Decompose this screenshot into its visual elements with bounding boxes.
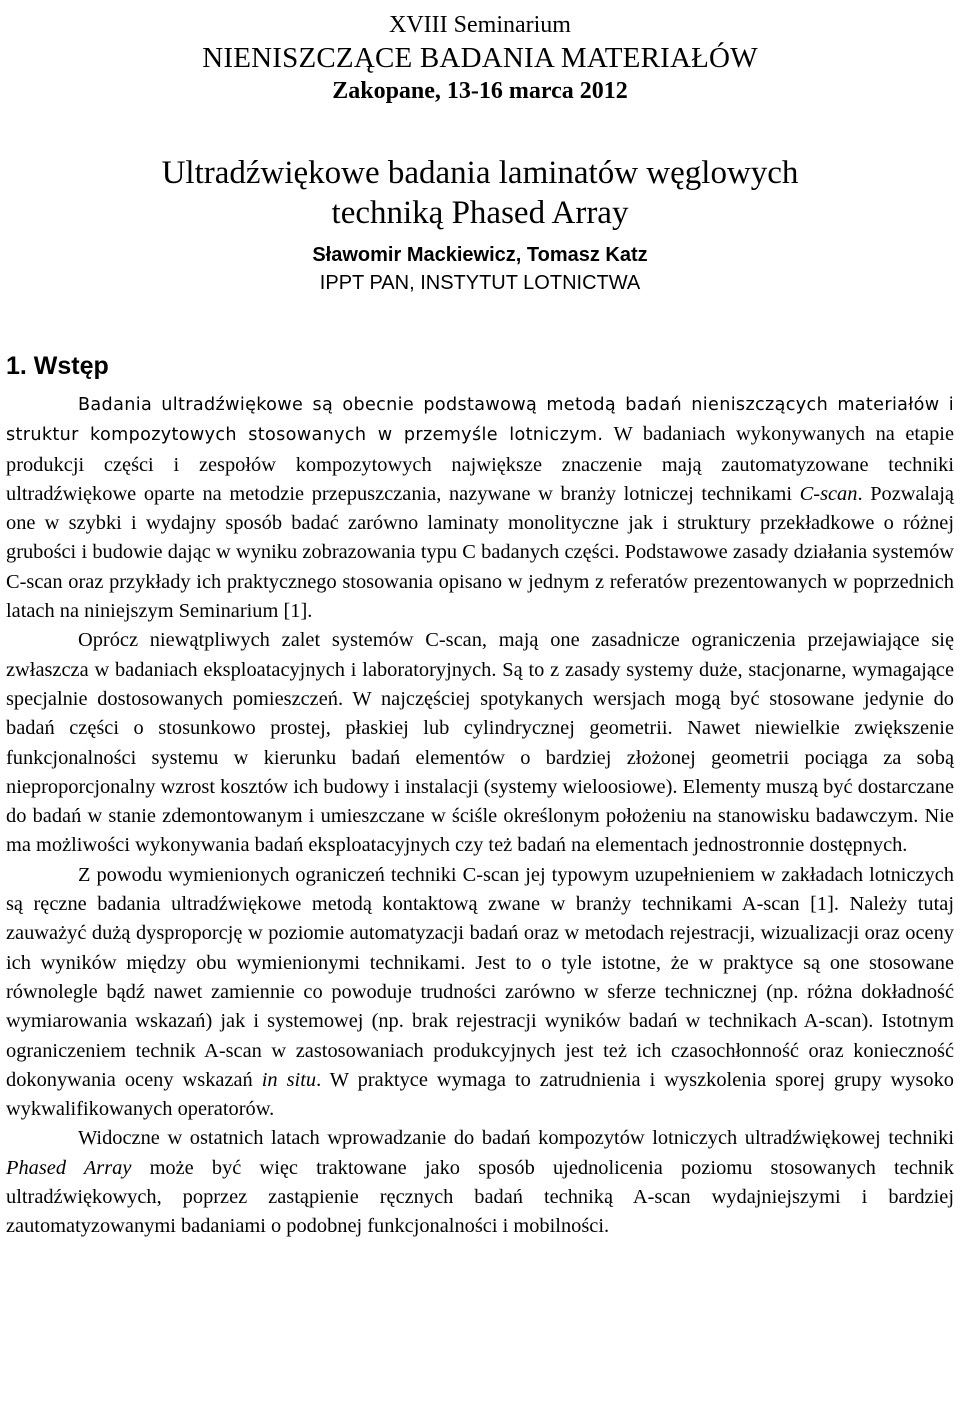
paragraph-3 xyxy=(6,861,954,1125)
conference-seminar: XVIII Seminarium xyxy=(389,12,571,38)
conference-place-date: Zakopane, 13-16 marca 2012 xyxy=(332,78,628,104)
paper-title-line-2: techniką Phased Array xyxy=(331,195,629,231)
paper-authors: Sławomir Mackiewicz, Tomasz Katz xyxy=(312,244,648,266)
paragraph-4-part-a: Widoczne w ostatnich latach wprowadzanie do badań kompozytów lotniczych ultradźwiękowej techniki xyxy=(78,1127,954,1150)
paper-title xyxy=(0,153,960,233)
paragraph-4 xyxy=(6,1124,954,1241)
paragraph-4-part-b: może być więc traktowane jako sposób ujednolicenia poziomu stosowanych technik ultradźwiękowych, poprzez zastąpienie ręcznych badań techniką A-scan wydajniejszymi i bardziej zautomatyzowanymi badaniami o podobnej funkcjonalności i mobilności. xyxy=(6,1156,955,1238)
paper-affiliation: IPPT PAN, INSTYTUT LOTNICTWA xyxy=(319,272,641,294)
paragraph-1-part-a: W badaniach wykonywanych na etapie produkcji części i zespołów kompozytowych największe znaczenie mają zautomatyzowane techniki ultradźwiękowe oparte na metodzie przepuszczania, nazywane w branży lotniczej technikami xyxy=(6,423,954,505)
paragraph-3-part-a: Z powodu wymienionych ograniczeń techniki C-scan jej typowym uzupełnieniem w zakładach lotniczych są ręczne badania ultradźwiękowe metodą kontaktową zwane w branży technikami A-scan [1]. Należy tutaj zauważyć dużą dysproporcję w poziomie automatyzacji badań oraz w metodach rejestracji, wizualizacji oraz oceny ich wyników między obu wymienionymi technikami. Jest to o tyle istotne, że w praktyce są one stosowane równolegle bądź nawet zamiennie co powoduje trudności zarówno w sferze technicznej (np. różna dokładność wymiarowania wskazań) jak i systemowej (np. brak rejestracji wyników badań w technikach A-scan). Istotnym ograniczeniem technik A-scan w zastosowaniach produkcyjnych jest też ich czasochłonność oraz konieczność dokonywania oceny wskazań xyxy=(6,863,954,1091)
paragraph-3-emphasis: in situ xyxy=(261,1068,317,1091)
paragraph-1 xyxy=(6,390,954,626)
paragraph-2: Oprócz niewątpliwych zalet systemów C-scan, mają one zasadnicze ograniczenia przejawiające się zwłaszcza w badaniach eksploatacyjnych i laboratoryjnych. Są to z zasady systemy duże, stacjonarne, wymagające specjalnie dostosowanych pomieszczeń. W najczęściej spotykanych wersjach mogą być stosowane jedynie do badań części o stosunkowo prostej, płaskiej lub cylindrycznej geometrii. Nawet niewielkie zwiększenie funkcjonalności systemu w kierunku badań elementów o bardziej złożonej geometrii pociąga za sobą nieproporcjonalny wzrost kosztów ich budowy i instalacji (systemy wieloosiowe). Elementy muszą być dostarczane do badań w stanie zdemontowanym i umieszczane w ściśle określonym położeniu na stanowisku badawczym. Nie ma możliwości wykonywania badań eksploatacyjnych czy też badań na elementach jednostronnie dostępnych. xyxy=(6,629,954,857)
paper-title-line-1: Ultradźwiękowe badania laminatów węglowych xyxy=(161,155,799,191)
paragraph-1-part-b: . Pozwalają one w szybki i wydajny sposób badać zarówno laminaty monolityczne jak i struktury przekładkowe o różnej grubości i budowie dając w wyniku zobrazowania typu C badanych części. Podstawowe zasady działania systemów C-scan oraz przykłady ich praktycznego stosowania opisano w jednym z referatów prezentowanych w poprzednich latach na niniejszym Seminarium [1]. xyxy=(6,482,954,623)
conference-title: NIENISZCZĄCE BADANIA MATERIAŁÓW xyxy=(202,42,758,74)
paragraph-1-intro: Badania ultradźwiękowe są obecnie podstawową metodą badań nieniszczących materiałów i struktur kompozytowych stosowanych w przemyśle lotniczym. xyxy=(6,395,954,446)
section-heading: 1. Wstęp xyxy=(6,352,109,380)
paragraph-3-part-b: . W praktyce wymaga to zatrudnienia i wyszkolenia sporej grupy wysoko wykwalifikowanych operatorów. xyxy=(6,1068,954,1121)
paragraph-4-emphasis: Phased Array xyxy=(6,1156,132,1179)
section-body xyxy=(6,390,954,1242)
paragraph-1-emphasis: C-scan xyxy=(799,482,858,505)
